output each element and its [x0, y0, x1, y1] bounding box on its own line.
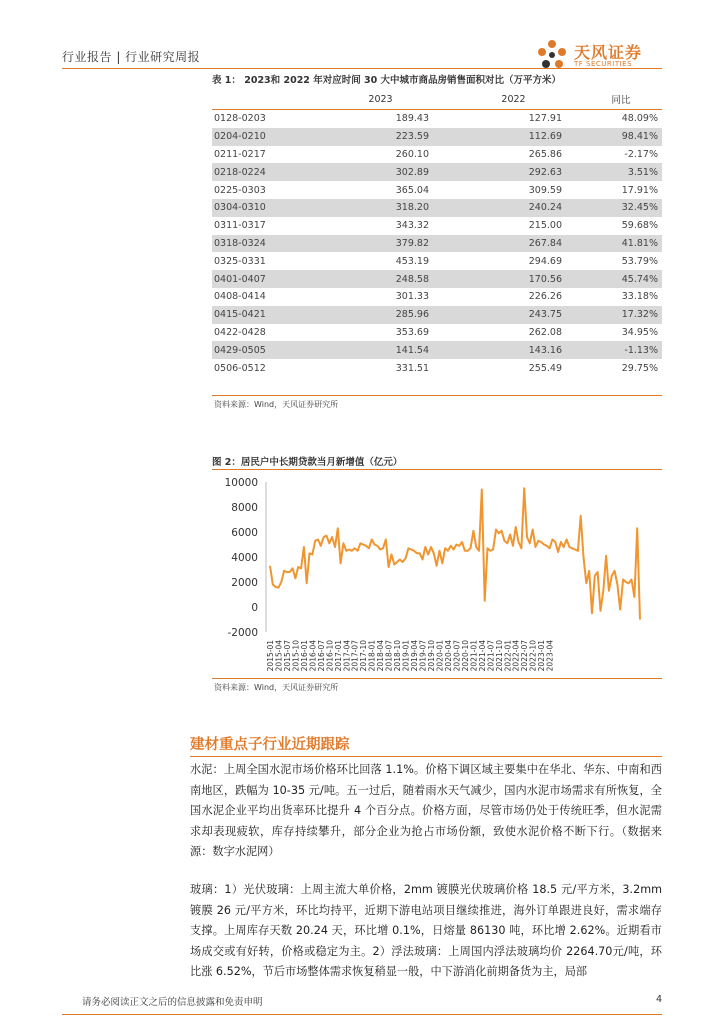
cell-period: 0128-0203 [214, 113, 266, 125]
mortgage-loan-chart [212, 470, 662, 676]
x-tick-label: 2019-10 [426, 640, 436, 672]
x-tick-label: 2018-01 [367, 640, 377, 672]
sales-area-table [212, 89, 662, 377]
x-tick-label: 2020-10 [460, 640, 470, 672]
x-tick-label: 2019-04 [410, 640, 420, 672]
cell-2023: 302.89 [314, 163, 447, 181]
cell-2023: 189.43 [395, 113, 429, 125]
cell-period: 0506-0512 [214, 362, 266, 374]
header-yoy: 同比 [580, 89, 662, 110]
cell-period: 0408-0414 [214, 291, 266, 303]
cell-2022: 127.91 [528, 113, 562, 125]
x-tick-label: 2020-04 [443, 640, 453, 672]
y-tick-label: 4000 [231, 552, 258, 564]
x-tick-label: 2015-01 [266, 640, 275, 672]
table-row [212, 306, 662, 324]
cement-paragraph: 水泥：上周全国水泥市场价格环比回落 1.1%。价格下调区域主要集中在华北、华东、中南和西南地区，跌幅为 10-35 元/吨。五一过后，随着雨水天气减少，国内水泥市场需求有所恢复，全国水泥企业平均出货率环比提升 4 个百分点。价格方面，尽管市场仍处于传统旺季，但水泥需求却表现疲软，库存持续攀升，部分企业为抢占市场份额，致使水泥价格不断下行。（数据来源：数字水泥网） [190, 763, 662, 858]
header-2023: 2023 [314, 89, 447, 110]
cell-yoy: 29.75% [621, 362, 658, 374]
y-tick-label: 6000 [231, 527, 258, 539]
header-period [212, 89, 314, 110]
x-tick-label: 2017-01 [333, 640, 343, 672]
cell-2023: 453.19 [395, 255, 429, 267]
page-header [62, 38, 662, 68]
cell-2022: 240.24 [447, 199, 580, 217]
footer-divider [62, 1014, 662, 1015]
table-row [212, 110, 662, 128]
table-row [212, 252, 662, 270]
x-tick-label: 2015-10 [291, 640, 301, 672]
cell-2022: 112.69 [447, 128, 580, 146]
cell-2023: 331.51 [395, 362, 429, 374]
table-header-row [212, 89, 662, 110]
y-tick-label: 8000 [231, 502, 258, 514]
x-tick-label: 2021-07 [486, 640, 496, 672]
cell-yoy: -1.13% [580, 341, 662, 359]
cell-2022: 262.08 [528, 326, 562, 338]
x-tick-label: 2021-10 [494, 640, 504, 672]
table-row [212, 288, 662, 306]
figure-source: 资料来源：Wind，天风证券研究所 [214, 683, 339, 692]
figure-caption: 图 2：居民户中长期贷款当月新增值（亿元） [212, 457, 403, 468]
cell-2023: 353.69 [395, 326, 429, 338]
cell-period: 0401-0407 [212, 270, 314, 288]
table-row [212, 181, 662, 199]
x-tick-label: 2018-10 [393, 640, 403, 672]
cell-period: 0318-0324 [212, 235, 314, 253]
x-tick-label: 2016-07 [316, 640, 326, 672]
x-tick-label: 2022-10 [528, 640, 538, 672]
table-source: 资料来源：Wind，天风证券研究所 [214, 400, 339, 409]
y-tick-label: 0 [251, 602, 258, 614]
cell-2022: 294.69 [528, 255, 562, 267]
cell-yoy: 59.68% [621, 220, 658, 232]
logo-name-en: TF SECURITIES [574, 60, 633, 68]
figure-bottom-rule [212, 678, 662, 679]
cell-2023: 248.58 [314, 270, 447, 288]
cell-2022: 226.26 [528, 291, 562, 303]
cell-2023: 223.59 [314, 128, 447, 146]
x-tick-label: 2021-04 [477, 640, 487, 672]
cell-yoy: 53.79% [621, 255, 658, 267]
y-tick-label: 10000 [224, 477, 258, 489]
cell-2022: 143.16 [447, 341, 580, 359]
cell-period: 0204-0210 [212, 128, 314, 146]
table-row [212, 324, 662, 342]
cell-period: 0325-0331 [214, 255, 266, 267]
x-tick-label: 2016-10 [325, 640, 335, 672]
cell-2023: 260.10 [395, 148, 429, 160]
cell-yoy: 34.95% [621, 326, 658, 338]
x-tick-label: 2020-01 [435, 640, 445, 672]
cell-yoy: 17.32% [580, 306, 662, 324]
x-tick-label: 2022-07 [520, 640, 530, 672]
cell-2022: 170.56 [447, 270, 580, 288]
cell-2023: 365.04 [395, 184, 429, 196]
header-2022: 2022 [447, 89, 580, 110]
header-divider [62, 68, 662, 69]
page-number: 4 [655, 994, 662, 1005]
cell-yoy: 33.18% [621, 291, 658, 303]
cell-period: 0218-0224 [212, 163, 314, 181]
x-tick-label: 2018-04 [376, 640, 386, 672]
cell-2023: 301.33 [395, 291, 429, 303]
cell-period: 0415-0421 [212, 306, 314, 324]
cell-2023: 141.54 [314, 341, 447, 359]
x-tick-label: 2018-07 [384, 640, 394, 672]
cell-2022: 292.63 [447, 163, 580, 181]
cell-2023: 318.20 [314, 199, 447, 217]
section-divider [190, 756, 662, 757]
cell-2022: 267.84 [447, 235, 580, 253]
table-row [212, 199, 662, 217]
footer-disclaimer: 请务必阅读正文之后的信息披露和免责申明 [82, 997, 263, 1008]
x-tick-label: 2019-01 [401, 640, 411, 672]
x-tick-label: 2017-10 [359, 640, 369, 672]
x-tick-label: 2022-01 [503, 640, 513, 672]
series-line [270, 488, 640, 619]
table-caption: 表 1： 2023和 2022 年对应时间 30 大中城市商品房销售面积对比（万平方米） [212, 75, 562, 86]
cell-yoy: 3.51% [580, 163, 662, 181]
x-tick-label: 2015-04 [274, 640, 284, 672]
cell-yoy: 48.09% [621, 113, 658, 125]
x-tick-label: 2022-04 [511, 640, 521, 672]
y-tick-label: 2000 [231, 577, 258, 589]
cell-yoy: -2.17% [624, 148, 658, 160]
cell-2022: 255.49 [528, 362, 562, 374]
x-tick-label: 2023-04 [545, 640, 555, 672]
x-tick-label: 2017-07 [350, 640, 360, 672]
x-tick-label: 2020-07 [452, 640, 462, 672]
cell-2023: 379.82 [314, 235, 447, 253]
cell-2022: 215.00 [528, 220, 562, 232]
table-row [212, 359, 662, 377]
table-row [212, 128, 662, 146]
report-category: 行业报告 | 行业研究周报 [62, 50, 201, 64]
cell-yoy: 98.41% [580, 128, 662, 146]
cell-period: 0211-0217 [214, 148, 266, 160]
cell-2023: 343.32 [395, 220, 429, 232]
x-tick-label: 2017-04 [342, 640, 352, 672]
x-tick-label: 2023-01 [537, 640, 547, 672]
table-row [212, 217, 662, 235]
cell-period: 0304-0310 [212, 199, 314, 217]
table-row [212, 235, 662, 253]
glass-paragraph: 玻璃：1）光伏玻璃：上周主流大单价格，2mm 镀膜光伏玻璃价格 18.5 元/平方米，3.2mm镀膜 26 元/平方米，环比均持平，近期下游电站项目继续推进，海外订单跟进良好，需求端存支撑。上周库存天数 20.24 天，环比增 0.1%，日熔量 86130 吨，环比增 2.62%。近期看市场成交或有好转，价格或稳定为主。2）浮法玻璃：上周国内浮法玻璃均价 2264.70元/吨，环比涨 6.52%，节后市场整体需求恢复稍显一般，中下游消化前期备货为主，局部 [190, 883, 662, 978]
cell-yoy: 41.81% [580, 235, 662, 253]
table-row [212, 341, 662, 359]
x-tick-label: 2016-01 [299, 640, 309, 672]
cell-period: 0311-0317 [214, 220, 266, 232]
cell-yoy: 45.74% [580, 270, 662, 288]
y-tick-label: -2000 [227, 627, 258, 639]
table-row [212, 163, 662, 181]
cell-2022: 309.59 [528, 184, 562, 196]
cell-period: 0225-0303 [214, 184, 266, 196]
cell-2022: 265.86 [528, 148, 562, 160]
cell-2023: 285.96 [314, 306, 447, 324]
x-tick-label: 2016-04 [308, 640, 318, 672]
x-tick-label: 2019-07 [418, 640, 428, 672]
table-row [212, 270, 662, 288]
table-row [212, 146, 662, 164]
table-bottom-rule [212, 395, 662, 396]
cell-yoy: 32.45% [580, 199, 662, 217]
x-tick-label: 2015-07 [282, 640, 292, 672]
cell-period: 0429-0505 [212, 341, 314, 359]
cell-period: 0422-0428 [214, 326, 266, 338]
x-tick-label: 2021-01 [469, 640, 479, 672]
logo-name-cn: 天风证券 [574, 43, 643, 62]
section-title: 建材重点子行业近期跟踪 [190, 737, 350, 753]
cell-yoy: 17.91% [621, 184, 658, 196]
cell-2022: 243.75 [447, 306, 580, 324]
